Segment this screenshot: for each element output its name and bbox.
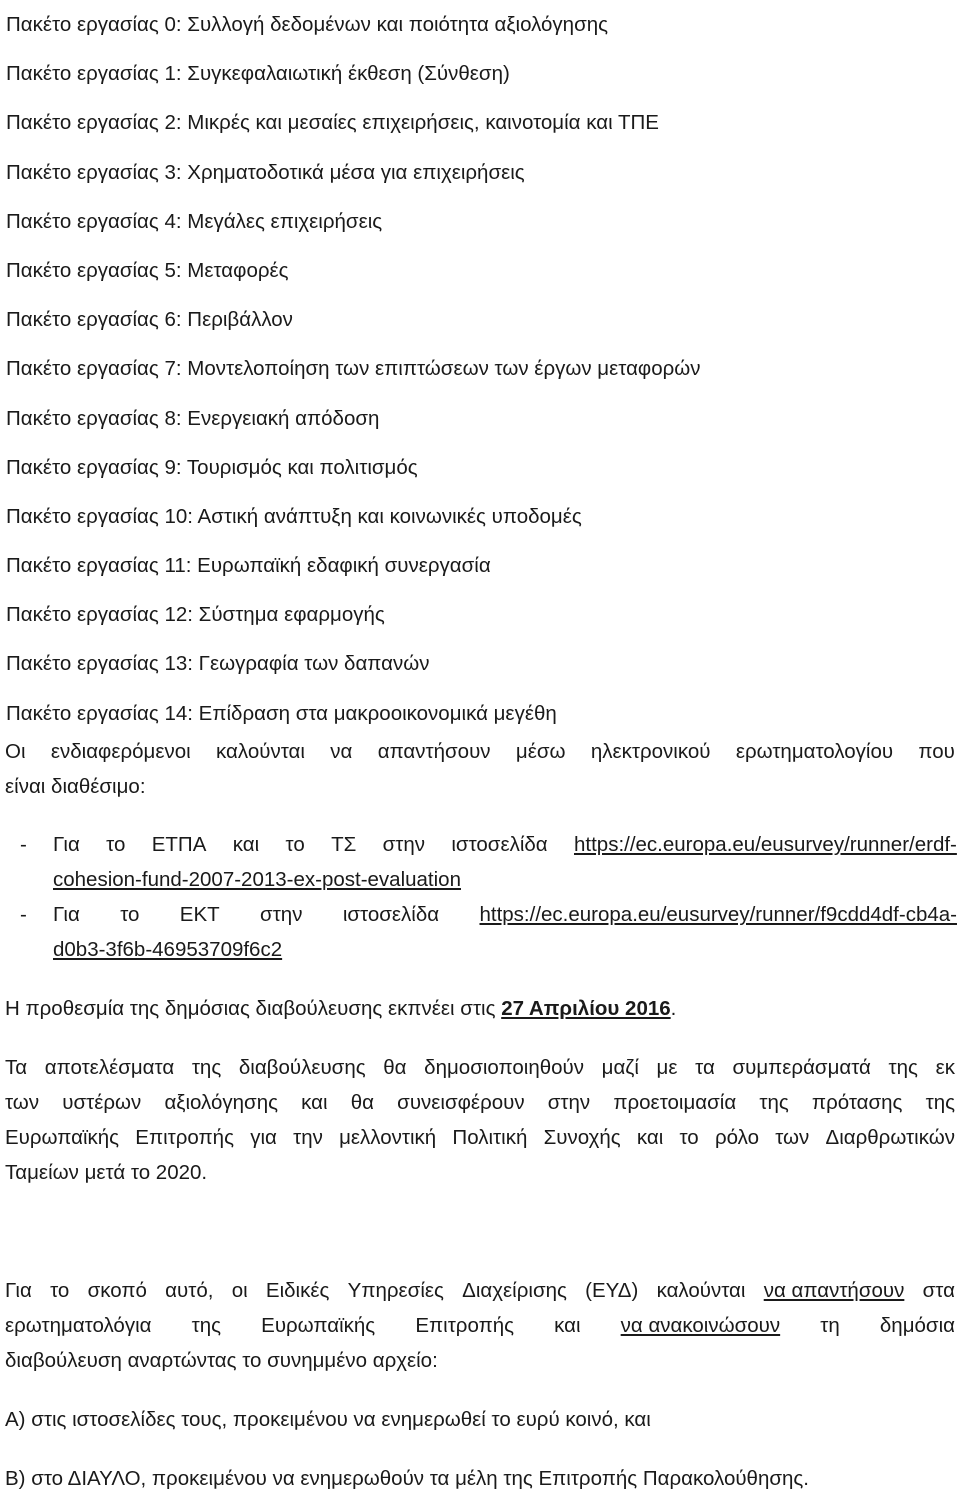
purpose-word: αυτό, — [165, 1279, 214, 1302]
purpose-underlined-announce: να ανακοινώσουν — [620, 1314, 781, 1337]
work-package-item: Πακέτο εργασίας 7: Μοντελοποίηση των επιπτώσεων των έργων μεταφορών — [6, 357, 701, 381]
purpose-word: Για — [5, 1279, 32, 1302]
purpose-word: οι — [231, 1279, 248, 1302]
esf-word: στην — [260, 903, 303, 926]
invite-word: καλούνται — [216, 740, 305, 763]
results-word: αξιολόγησης — [164, 1091, 278, 1114]
erdf-word: το — [106, 833, 126, 856]
bullet-dash: - — [20, 903, 27, 926]
results-word: την — [293, 1126, 323, 1149]
erdf-word: στην — [382, 833, 426, 856]
invite-word: ενδιαφερόμενοι — [50, 740, 191, 763]
erdf-word: το — [285, 833, 305, 856]
results-word: Συνοχής — [543, 1126, 621, 1149]
work-package-item: Πακέτο εργασίας 1: Συγκεφαλαιωτική έκθεση (Σύνθεση) — [6, 62, 510, 86]
purpose-word: Ειδικές — [265, 1279, 330, 1302]
invite-word: απαντήσουν — [377, 740, 491, 763]
results-line-2 — [5, 1085, 955, 1120]
purpose-word: καλούνται — [656, 1279, 746, 1302]
work-package-list — [6, 0, 956, 738]
erdf-word: ιστοσελίδα — [451, 833, 548, 856]
erdf-word: Για — [53, 833, 80, 856]
deadline-period: . — [670, 997, 677, 1020]
results-word: θα — [383, 1056, 407, 1079]
results-word: με — [656, 1056, 678, 1079]
erdf-survey-link-continued[interactable]: cohesion-fund-2007-2013-ex-post-evaluation — [53, 868, 461, 891]
results-word: των — [775, 1126, 810, 1149]
deadline-paragraph — [5, 991, 955, 1026]
results-word: διαβούλευσης — [238, 1056, 366, 1079]
esf-line-1 — [53, 897, 957, 932]
work-package-item: Πακέτο εργασίας 2: Μικρές και μεσαίες επιχειρήσεις, καινοτομία και ΤΠΕ — [6, 111, 659, 135]
results-word: της — [759, 1091, 789, 1114]
work-package-item: Πακέτο εργασίας 13: Γεωγραφία των δαπανών — [6, 652, 430, 676]
purpose-word: Επιτροπής — [415, 1314, 514, 1337]
work-package-item: Πακέτο εργασίας 5: Μεταφορές — [6, 258, 289, 282]
erdf-line-1 — [53, 827, 957, 862]
results-word: δημοσιοποιηθούν — [424, 1056, 584, 1079]
results-word: πρότασης — [811, 1091, 903, 1114]
results-word: Πολιτική — [452, 1126, 528, 1149]
work-package-item: Πακέτο εργασίας 12: Σύστημα εφαρμογής — [6, 603, 385, 627]
results-word: και — [636, 1126, 664, 1149]
invite-word: ηλεκτρονικού — [590, 740, 711, 763]
purpose-underlined-answer: να απαντήσουν — [763, 1279, 905, 1302]
results-word: συνεισφέρουν — [397, 1091, 525, 1114]
invite-line-2: είναι διαθέσιμο: — [5, 775, 146, 798]
results-word: αποτελέσματα — [44, 1056, 175, 1079]
results-word: εκ — [935, 1056, 955, 1079]
results-line-1 — [5, 1050, 955, 1085]
results-line-3 — [5, 1120, 955, 1155]
work-package-item: Πακέτο εργασίας 11: Ευρωπαϊκή εδαφική συνεργασία — [6, 554, 491, 578]
results-word: υστέρων — [62, 1091, 142, 1114]
purpose-line-2 — [5, 1308, 955, 1343]
results-word: προετοιμασία — [613, 1091, 737, 1114]
bullet-dash: - — [20, 833, 27, 856]
purpose-word: Διαχείρισης — [462, 1279, 567, 1302]
results-word: μελλοντική — [339, 1126, 437, 1149]
results-word: Τα — [5, 1056, 28, 1079]
results-word: της — [925, 1091, 955, 1114]
purpose-word: τη — [820, 1314, 840, 1337]
results-word: Διαρθρωτικών — [825, 1126, 955, 1149]
results-word: για — [250, 1126, 277, 1149]
invite-paragraph — [5, 734, 955, 804]
esf-survey-link[interactable]: https://ec.europa.eu/eusurvey/runner/f9cdd4df-cb4a- — [479, 903, 957, 926]
work-package-item: Πακέτο εργασίας 3: Χρηματοδοτικά μέσα για επιχειρήσεις — [6, 160, 525, 184]
work-package-item: Πακέτο εργασίας 14: Επίδραση στα μακροοικονομικά μεγέθη — [6, 701, 557, 725]
work-package-item: Πακέτο εργασίας 10: Αστική ανάπτυξη και κοινωνικές υποδομές — [6, 504, 582, 528]
erdf-survey-link[interactable]: https://ec.europa.eu/eusurvey/runner/erdf- — [574, 833, 957, 856]
erdf-survey-item — [20, 827, 957, 897]
invite-word: Οι — [5, 740, 26, 763]
esf-word: ιστοσελίδα — [342, 903, 440, 926]
purpose-word: Υπηρεσίες — [347, 1279, 444, 1302]
option-b: Β) στο ΔΙΑΥΛΟ, προκειμένου να ενημερωθούν τα μέλη της Επιτροπής Παρακολούθησης. — [5, 1467, 809, 1490]
results-word: της — [191, 1056, 222, 1079]
work-package-item: Πακέτο εργασίας 6: Περιβάλλον — [6, 308, 293, 332]
purpose-word: στα — [922, 1279, 955, 1302]
esf-survey-link-continued[interactable]: d0b3-3f6b-46953709f6c2 — [53, 938, 283, 961]
results-word: της — [888, 1056, 918, 1079]
invite-word: μέσω — [515, 740, 566, 763]
results-word: το — [679, 1126, 699, 1149]
deadline-text: Η προθεσμία της δημόσιας διαβούλευσης εκπνέει στις — [5, 997, 502, 1020]
invite-word: ερωτηματολογίου — [735, 740, 894, 763]
purpose-line-1 — [5, 1273, 955, 1308]
purpose-word: της — [191, 1314, 222, 1337]
purpose-word: (ΕΥΔ) — [585, 1279, 639, 1302]
results-word: ρόλο — [714, 1126, 759, 1149]
results-word: Ευρωπαϊκής — [5, 1126, 120, 1149]
results-word: συμπεράσματά — [732, 1056, 871, 1079]
results-word: τα — [695, 1056, 715, 1079]
work-package-item: Πακέτο εργασίας 8: Ενεργειακή απόδοση — [6, 406, 380, 430]
esf-word: ΕΚΤ — [179, 903, 220, 926]
invite-line-1 — [5, 734, 955, 769]
purpose-word: δημόσια — [879, 1314, 955, 1337]
results-word: Επιτροπής — [135, 1126, 234, 1149]
results-word: και — [301, 1091, 328, 1114]
purpose-word: το — [50, 1279, 70, 1302]
work-package-item: Πακέτο εργασίας 4: Μεγάλες επιχειρήσεις — [6, 209, 383, 233]
work-package-item: Πακέτο εργασίας 0: Συλλογή δεδομένων και ποιότητα αξιολόγησης — [6, 13, 609, 36]
invite-word: να — [330, 740, 353, 763]
purpose-word: σκοπό — [87, 1279, 147, 1302]
esf-survey-item — [20, 897, 957, 967]
esf-word: το — [120, 903, 140, 926]
erdf-word: ΕΤΠΑ — [151, 833, 207, 856]
invite-word: που — [918, 740, 955, 763]
deadline-date: 27 Απριλίου 2016 — [501, 997, 671, 1020]
option-a: Α) στις ιστοσελίδες τους, προκειμένου να ενημερωθεί το ευρύ κοινό, και — [5, 1408, 651, 1431]
purpose-line-3: διαβούλευση αναρτώντας το συνημμένο αρχείο: — [5, 1349, 438, 1372]
esf-word: Για — [53, 903, 80, 926]
results-word: μαζί — [601, 1056, 639, 1079]
work-package-item: Πακέτο εργασίας 9: Τουρισμός και πολιτισμός — [6, 455, 418, 479]
purpose-paragraph — [5, 1273, 955, 1378]
erdf-word: και — [232, 833, 260, 856]
survey-link-list — [20, 827, 957, 967]
results-line-4: Ταμείων μετά το 2020. — [5, 1161, 208, 1184]
results-word: θα — [350, 1091, 374, 1114]
results-word: των — [5, 1091, 40, 1114]
results-paragraph — [5, 1050, 955, 1190]
erdf-word: ΤΣ — [331, 833, 357, 856]
results-word: στην — [547, 1091, 591, 1114]
purpose-word: ερωτηματολόγια — [5, 1314, 152, 1337]
purpose-word: και — [554, 1314, 581, 1337]
purpose-word: Ευρωπαϊκής — [261, 1314, 376, 1337]
